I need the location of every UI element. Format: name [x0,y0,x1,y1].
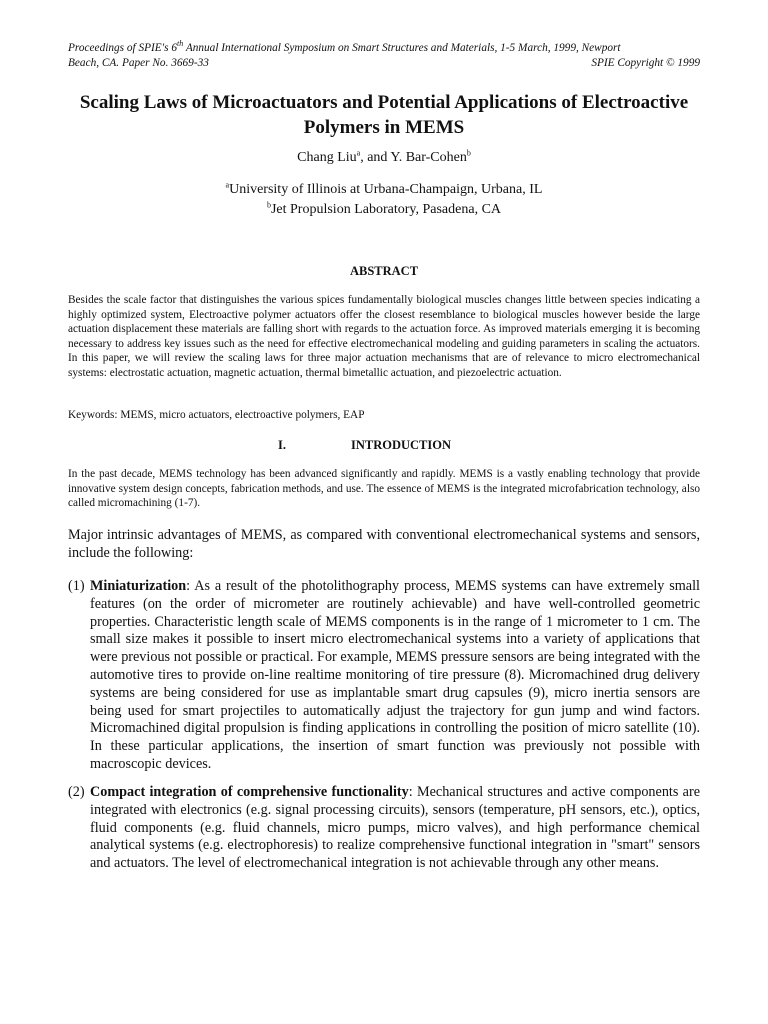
header-line-1 [68,41,700,56]
paper-number: Beach, CA. Paper No. 3669-33 [68,57,209,69]
advantage-item-1 [68,578,700,774]
abstract-text: Besides the scale factor that distinguishes the various spices fundamentally biological muscles changes little between species indicating a highly optimized system, Electroactive polymer actuators offer the closest resemblance to biological muscles however beside the large actuation displacement these materials are falling short with regards to the actuation force. As improved materials emerging it is becoming necessary to address key issues such as the need for effective electromechanical modeling and guiding parameters in scaling the actuators. In this paper, we will review the scaling laws for three major actuation mechanisms that are of relevance to micro electromechanical systems: electrostatic actuation, magnetic actuation, thermal bimetallic actuation, and piezoelectric actuation. [68,294,700,379]
section-number: I. [278,438,286,452]
author-separator: , and [360,150,391,165]
affiliation-a-mark: a [225,180,230,190]
item-body [90,784,700,873]
copyright-notice: SPIE Copyright © 1999 [591,57,700,69]
intro-paragraph-1: In the past decade, MEMS technology has been advanced significantly and rapidly. MEMS is a vastly enabling technology that provide innovative system design concepts, fabrication methods, and use. The essence of MEMS is the integrated microfabrication technology, also called micromachining (1-7). [68,468,700,510]
affiliations [0,180,768,220]
proceedings-header [68,41,700,71]
item-text: : Mechanical structures and active components are integrated with electronics (e.g. signal processing circuits), sensors (temperature, pH sensors, etc.), optics, fluid components (e.g. fluid channels, micro pumps, micro valves), and high performance chemical analytical systems (e.g. electrophoresis) to realize comprehensive functional integration in "smart" sensors and actuators. The level of electromechanical integration is not achievable through any other means. [90,784,700,872]
item-body [90,578,700,774]
author-list [0,150,768,166]
author-2: Y. Bar-Cohen [390,150,467,165]
section-title: INTRODUCTION [351,438,452,452]
affiliation-a [0,180,768,200]
item-text: : As a result of the photolithography process, MEMS systems can have extremely small features (on the order of micrometer are routinely achievable) and have well-controlled geometric properties. Characteristic length scale of MEMS components is in the range of 1 micrometer to 1 cm. The small size makes it possible to insert micro electromechanical systems into a variety of applications that were previous not possible or practical. For example, MEMS pressure sensors are being integrated with the automotive tires to provide on-line realtime monitoring of tire pressure (8). Micromachined drug delivery systems are being considered for use as implantable smart drug capsules (9), micro inertia sensors are being used for smart projectiles to automatically adjust the trajectory for gun jump and wind factors. Micromachined digital propulsion is finding applications in controlling the position of micro satellite (10). In these particular applications, the insertion of smart function was previously not possible with macroscopic devices. [90,578,700,772]
affiliation-b-text: Jet Propulsion Laboratory, Pasadena, CA [270,202,502,217]
paper-title: Scaling Laws of Microactuators and Potential Applications of Electroactive Polymers in MEMS [79,92,689,138]
advantage-item-2 [68,784,700,873]
author-1: Chang Liu [297,150,357,165]
header-line-2 [68,56,700,71]
item-lead: Compact integration of comprehensive functionality [90,784,409,800]
affiliation-b-mark: b [266,200,271,210]
item-number: (1) [68,578,85,594]
author-1-affil-mark: a [356,148,361,158]
header-text-b: Annual International Symposium on Smart Structures and Materials, 1-5 March, 1999, Newport [183,42,621,54]
keywords: Keywords: MEMS, micro actuators, electroactive polymers, EAP [68,409,365,421]
affiliation-b [0,200,768,220]
header-superscript: th [176,39,184,49]
author-2-affil-mark: b [466,148,471,158]
abstract-heading: ABSTRACT [349,264,419,278]
item-lead: Miniaturization [90,578,187,594]
affiliation-a-text: University of Illinois at Urbana-Champaign, Urbana, IL [229,182,543,197]
intro-paragraph-2: Major intrinsic advantages of MEMS, as compared with conventional electromechanical systems and sensors, include the following: [68,527,700,561]
header-text-a: Proceedings of SPIE's 6 [68,42,177,54]
item-number: (2) [68,784,85,800]
